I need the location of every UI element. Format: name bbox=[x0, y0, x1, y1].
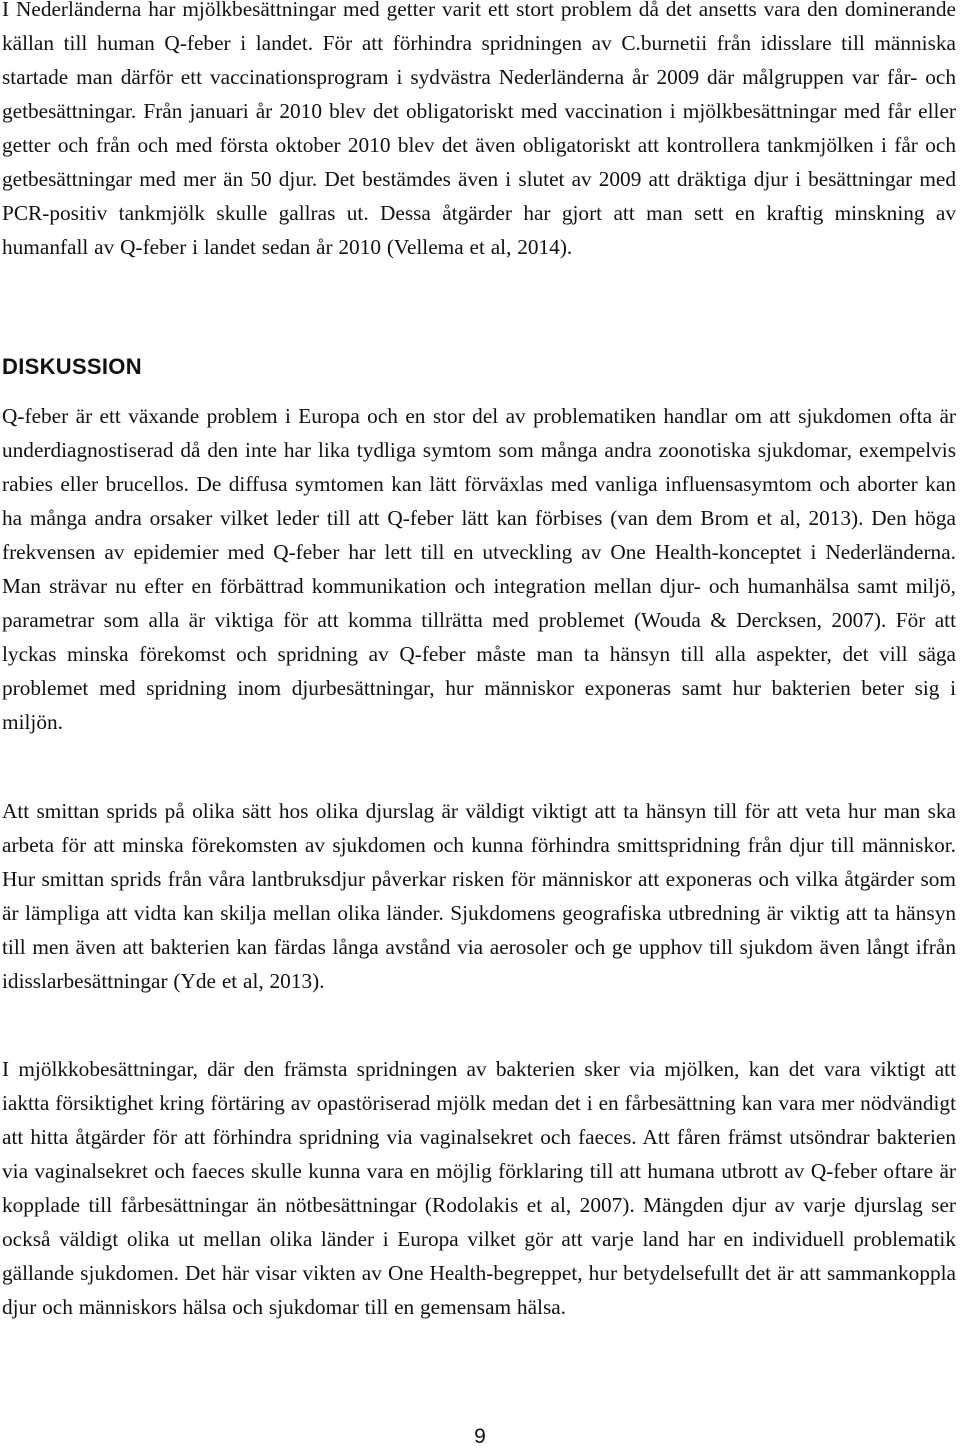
paragraph-spread-species: Att smittan sprids på olika sätt hos olika djurslag är väldigt viktigt att ta hänsyn till för att veta hur man ska arbeta för att minska förekomsten av sjukdomen och kunna förhindra smittspridning från djur till människor. Hur smittan sprids från våra lantbruksdjur påverkar risken för människor att exponeras och vilka åtgärder som är lämpliga att vidta kan skilja mellan olika länder. Sjukdomens geografiska utbredning är viktig att ta hänsyn till men även att bakterien kan färdas långa avstånd via aerosoler och ge upphov till sjukdom även långt ifrån idisslarbesättningar (Yde et al, 2013). bbox=[2, 799, 956, 993]
section-heading: DISKUSSION bbox=[2, 354, 142, 379]
paragraph-dairy-herds: I mjölkkobesättningar, där den främsta spridningen av bakterien sker via mjölken, kan det vara viktigt att iaktta försiktighet kring förtäring av opastöriserad mjölk medan det i en fårbesättning kan vara mer nödvändigt att hitta åtgärder för att förhindra spridning via vaginalsekret och faeces. Att fåren främst utsöndrar bakterien via vaginalsekret och faeces skulle kunna vara en möjlig förklaring till att humana utbrott av Q-feber oftare är kopplade till fårbesättningar än nötbesättningar (Rodolakis et al, 2007). Mängden djur av varje djurslag ser också väldigt olika ut mellan olika länder i Europa vilket gör att varje land har en individuell problematik gällande sjukdomen. Det här visar vikten av One Health-begreppet, hur betydelsefullt det är att sammankoppla djur och människors hälsa och sjukdomar till en gemensam hälsa. bbox=[2, 1057, 956, 1319]
paragraph-netherlands-measures: I Nederländerna har mjölkbesättningar med getter varit ett stort problem då det ansetts vara den dominerande källan till human Q-feber i landet. För att förhindra spridningen av C.burnetii från idisslare till människa startade man därför ett vaccinationsprogram i sydvästra Nederländerna år 2009 där målgruppen var får- och getbesättningar. Från januari år 2010 blev det obligatoriskt med vaccination i mjölkbesättningar med får eller getter och från och med första oktober 2010 blev det även obligatoriskt att kontrollera tankmjölken i får och getbesättningar med mer än 50 djur. Det bestämdes även i slutet av 2009 att dräktiga djur i besättningar med PCR-positiv tankmjölk skulle gallras ut. Dessa åtgärder har gjort att man sett en kraftig minskning av humanfall av Q-feber i landet sedan år 2010 (Vellema et al, 2014). bbox=[2, 0, 956, 259]
paragraph-q-fever-europe: Q-feber är ett växande problem i Europa och en stor del av problematiken handlar om att sjukdomen ofta är underdiagnostiserad då den inte har lika tydliga symtom som många andra zoonotiska sjukdomar, exempelvis rabies eller brucellos. De diffusa symtomen kan lätt förväxlas med vanliga influensasymtom och aborter kan ha många andra orsaker vilket leder till att Q-feber lätt kan förbises (van dem Brom et al, 2013). Den höga frekvensen av epidemier med Q-feber har lett till en utveckling av One Health-konceptet i Nederländerna. Man strävar nu efter en förbättrad kommunikation och integration mellan djur- och humanhälsa samt miljö, parametrar som alla är viktiga för att komma tillrätta med problemet (Wouda & Dercksen, 2007). För att lyckas minska förekomst och spridning av Q-feber måste man ta hänsyn till alla aspekter, det vill säga problemet med spridning inom djurbesättningar, hur människor exponeras samt hur bakterien beter sig i miljön. bbox=[2, 404, 956, 734]
page-number: 9 bbox=[474, 1425, 486, 1448]
